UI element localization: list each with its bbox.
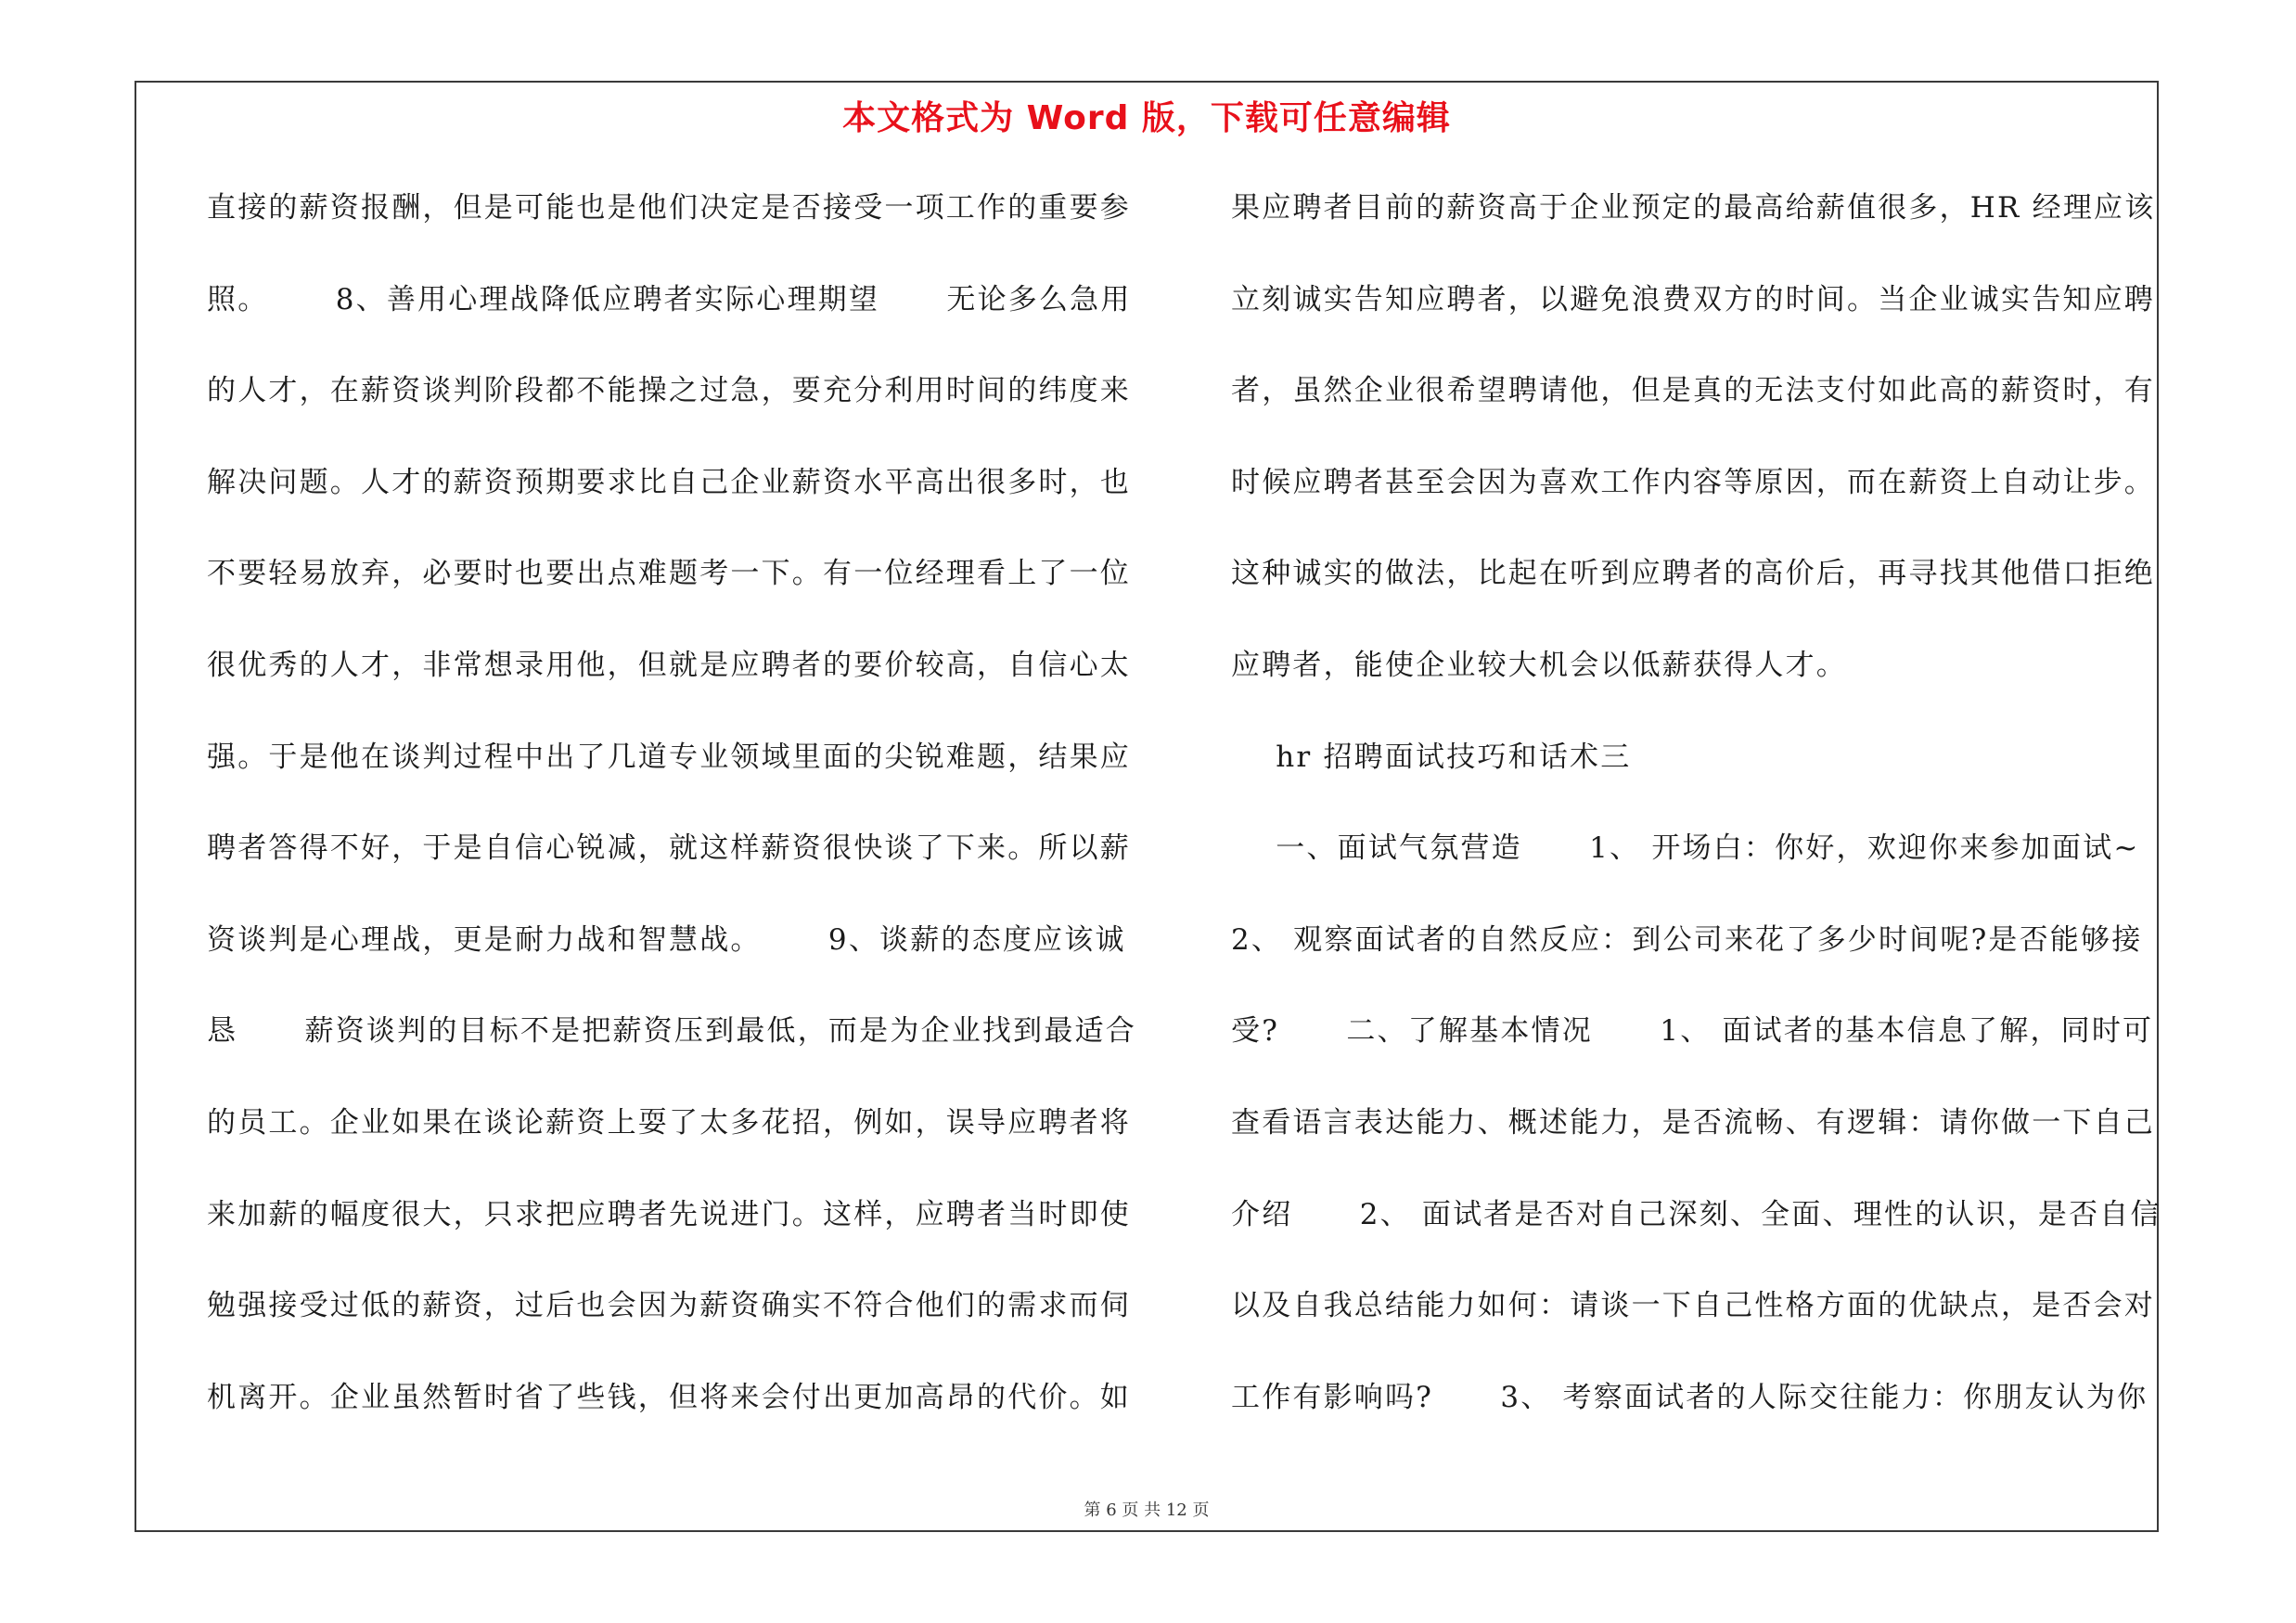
text-line: 直接的薪资报酬，但是可能也是他们决定是否接受一项工作的重要参 [207,191,1131,225]
page-number-footer: 第 6 页 共 12 页 [1084,1501,1210,1520]
text-line: 聘者答得不好，于是自信心锐减，就这样薪资很快谈了下来。所以薪 [207,831,1131,866]
text-line: 以及自我总结能力如何：请谈一下自己性格方面的优缺点，是否会对 [1231,1289,2155,1323]
text-line: 资谈判是心理战，更是耐力战和智慧战。 9、谈薪的态度应该诚 [207,922,1126,957]
text-line: 解决问题。人才的薪资预期要求比自己企业薪资水平高出很多时，也 [207,465,1131,499]
text-line: 工作有影响吗? 3、 考察面试者的人际交往能力：你朋友认为你 [1231,1380,2148,1414]
text-line: 机离开。企业虽然暂时省了些钱，但将来会付出更加高昂的代价。如 [207,1380,1131,1414]
text-line: 查看语言表达能力、概述能力，是否流畅、有逻辑：请你做一下自己 [1231,1105,2155,1140]
text-line: 一、面试气氛营造 1、 开场白：你好，欢迎你来参加面试~ [1231,831,2140,866]
text-line: 来加薪的幅度很大，只求把应聘者先说进门。这样，应聘者当时即使 [207,1197,1131,1231]
text-line: 介绍 2、 面试者是否对自己深刻、全面、理性的认识，是否自信 [1231,1197,2161,1231]
page-frame [135,81,2159,1532]
text-line: 恳 薪资谈判的目标不是把薪资压到最低，而是为企业找到最适合 [207,1014,1136,1049]
right-column [1231,175,2161,1456]
text-line: 果应聘者目前的薪资高于企业预定的最高给薪值很多，HR 经理应该 [1231,191,2156,225]
left-column [207,175,1136,1456]
text-line: 时候应聘者甚至会因为喜欢工作内容等原因，而在薪资上自动让步。 [1231,465,2155,499]
text-line: 照。 8、善用心理战降低应聘者实际心理期望 无论多么急用 [207,282,1132,316]
text-line: 2、 观察面试者的自然反应：到公司来花了多少时间呢?是否能够接 [1231,922,2143,957]
text-line: 强。于是他在谈判过程中出了几道专业领域里面的尖锐难题，结果应 [207,740,1131,774]
text-line: 的人才，在薪资谈判阶段都不能操之过急，要充分利用时间的纬度来 [207,374,1131,408]
text-line: 者，虽然企业很希望聘请他，但是真的无法支付如此高的薪资时，有 [1231,374,2155,408]
text-line: 立刻诚实告知应聘者，以避免浪费双方的时间。当企业诚实告知应聘 [1231,282,2155,316]
section-heading: hr 招聘面试技巧和话术三 [1231,740,1632,774]
format-banner: 本文格式为 Word 版，下载可任意编辑 [842,99,1451,137]
text-line: 不要轻易放弃，必要时也要出点难题考一下。有一位经理看上了一位 [207,557,1131,591]
text-line: 勉强接受过低的薪资，过后也会因为薪资确实不符合他们的需求而伺 [207,1289,1131,1323]
text-line: 受? 二、了解基本情况 1、 面试者的基本信息了解，同时可 [1231,1014,2154,1049]
text-line: 这种诚实的做法，比起在听到应聘者的高价后，再寻找其他借口拒绝 [1231,557,2155,591]
text-line: 应聘者，能使企业较大机会以低薪获得人才。 [1231,648,1847,682]
text-line: 的员工。企业如果在谈论薪资上耍了太多花招，例如，误导应聘者将 [207,1105,1131,1140]
text-line: 很优秀的人才，非常想录用他，但就是应聘者的要价较高，自信心太 [207,648,1131,682]
